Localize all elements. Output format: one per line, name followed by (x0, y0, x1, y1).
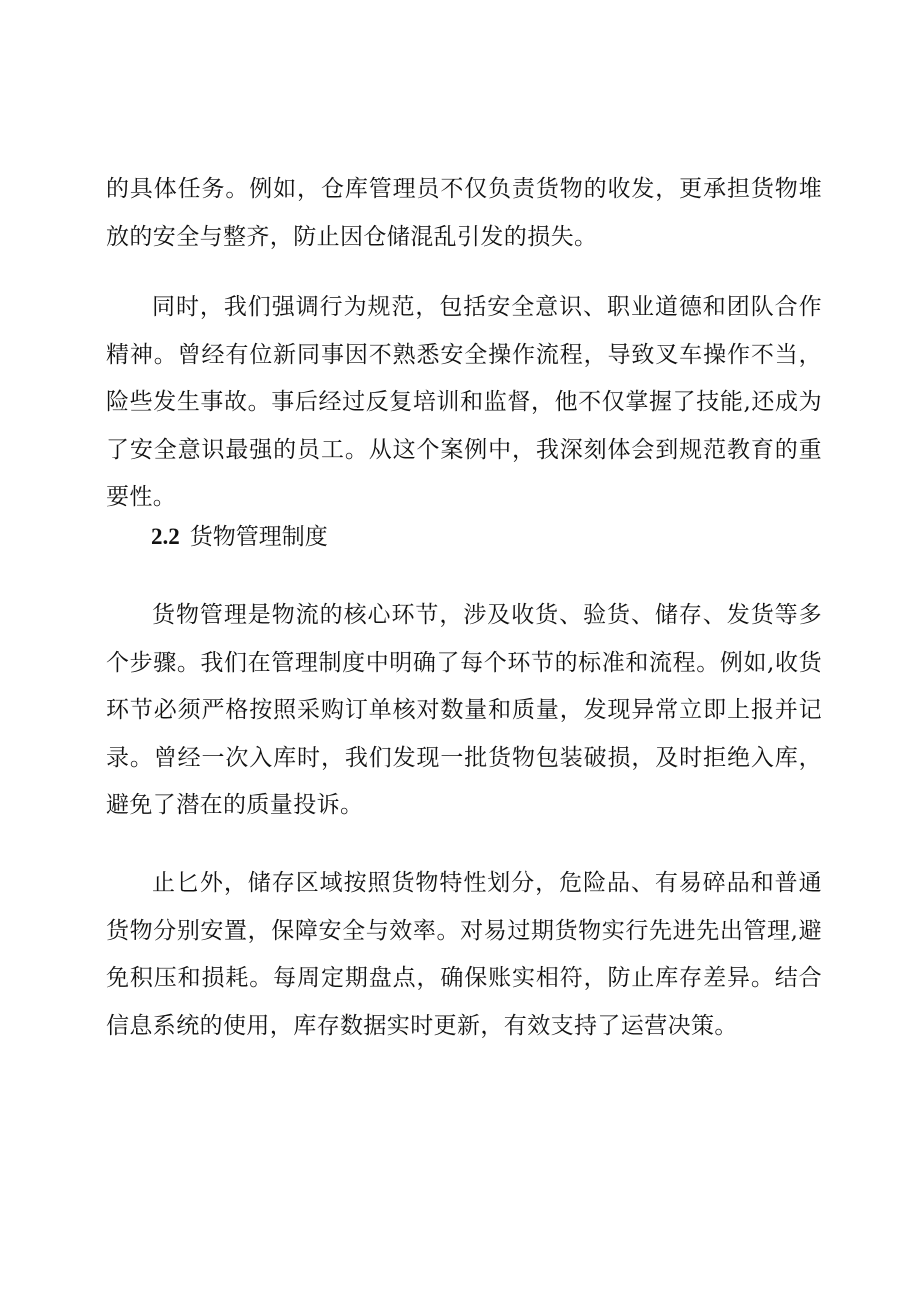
paragraph-goods-management: 货物管理是物流的核心环节，涉及收货、验货、储存、发货等多个步骤。我们在管理制度中明确了每个环节的标准和流程。例如,收货环节必须严格按照采购订单核对数量和质量，发现异常立即上报并记录。曾经一次入库时，我们发现一批货物包装破损，及时拒绝入库，避免了潜在的质量投诉。 (106, 602, 822, 818)
section-heading (151, 522, 328, 552)
paragraph-storage-zones: 止匕外，储存区域按照货物特性划分，危险品、有易碎品和普通货物分别安置，保障安全与效率。对易过期货物实行先进先出管理,避免积压和损耗。每周定期盘点，确保账实相符，防止库存差异。结合信息系统的使用，库存数据实时更新，有效支持了运营决策。 (106, 870, 822, 1039)
section-number: 2.2 (151, 524, 180, 549)
section-title: 货物管理制度 (189, 524, 328, 550)
paragraph-task-continuation: 的具体任务。例如，仓库管理员不仅负责货物的收发，更承担货物堆放的安全与整齐，防止因仓储混乱引发的损失。 (106, 176, 822, 250)
paragraph-behavior-norms: 同时，我们强调行为规范，包括安全意识、职业道德和团队合作精神。曾经有位新同事因不熟悉安全操作流程，导致叉车操作不当，险些发生事故。事后经过反复培训和监督，他不仅掌握了技能,还成为了安全意识最强的员工。从这个案例中，我深刻体会到规范教育的重要性。 (106, 294, 822, 510)
